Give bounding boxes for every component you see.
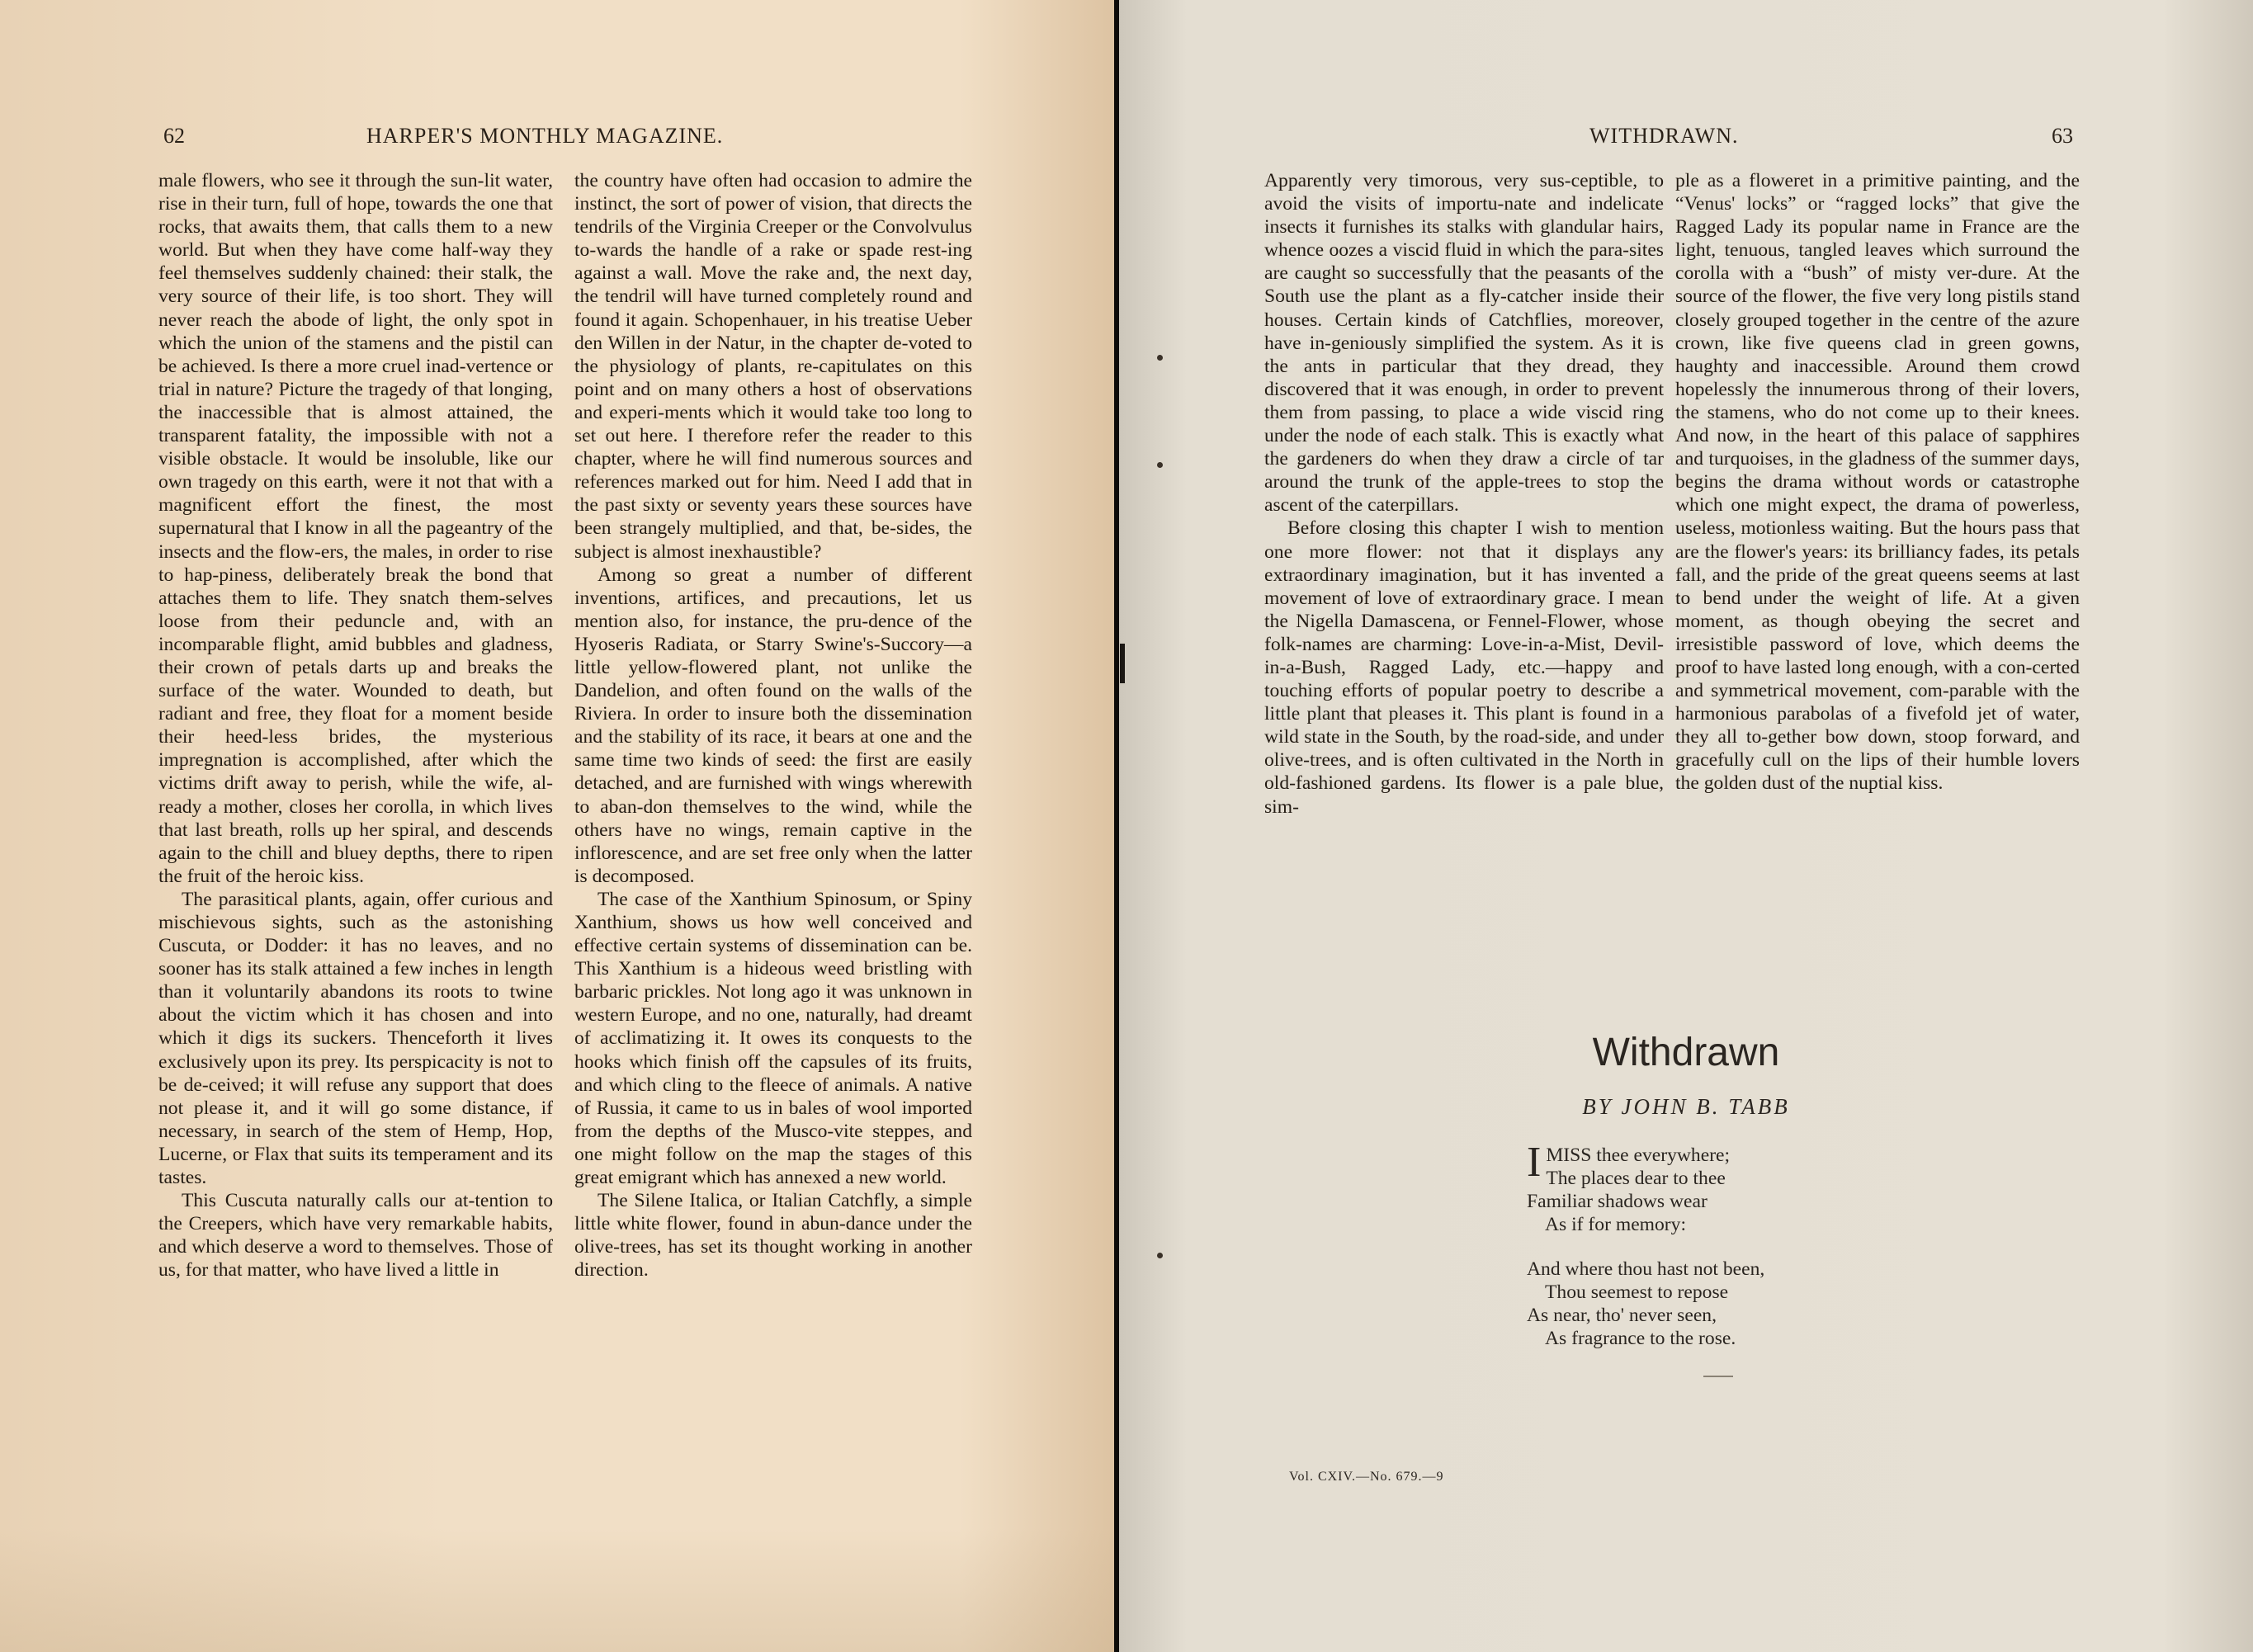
- right-page: [1119, 0, 2253, 1652]
- paragraph: Before closing this chapter I wish to mention one more flower: not that it displays any extraordinary imagination, but it has invented a movement of love of extraordinary grace. I mean the Nigella Damascena, or Fennel-Flower, whose folk-names are charming: Love-in-a-Mist, Devil-in-a-Bush, Ragged Lady, etc.—happy and touching efforts of popular poetry to describe a little plant that pleases it. This plant is found in a wild state in the South, by the road-side, and under olive-trees, and is often cultivated in the North in old-fashioned gardens. Its flower is a pale blue, sim-: [1264, 517, 1664, 818]
- paragraph: male flowers, who see it through the sun-lit water, rise in their turn, full of hope, towards the one that rocks, that awaits them, that calls them to a new world. But when they have come half-way they feel themselves suddenly chained: their stalk, the very source of their life, is too short. They will never reach the abode of light, the only spot in which the union of the stamens and the pistil can be achieved. Is there a more cruel inad-vertence or trial in nature? Picture the tragedy of that longing, the inaccessible that is almost attained, the transparent fatality, the impossible with not a visible obstacle. It would be insoluble, like our own tragedy on this earth, were it not that with a magnificent effort the finest, the most supernatural that I know in all the pageantry of the insects and the flow-ers, the males, in order to rise to hap-piness, deliberately break the bond that attaches them to life. They snatch them-selves loose from their peduncle and, with an incomparable flight, amid bubbles and gladness, their crown of petals darts up and breaks the surface of the water. Wounded to death, but radiant and free, they float for a moment beside their heed-less brides, the mysterious impregnation is accomplished, after which the victims drift away to perish, while the wife, al-ready a mother, closes her corolla, in which lives that last breath, rolls up her spiral, and descends again to the chill and bluey depths, there to ripen the fruit of the heroic kiss.: [158, 170, 553, 887]
- text-column-1: [158, 169, 553, 1282]
- binding-hole: [1157, 1253, 1163, 1258]
- poem-line-5: And where thou hast not been,: [1527, 1258, 1765, 1280]
- paragraph: the country have often had occasion to admire the instinct, the sort of power of vision, that directs the tendrils of the Virginia Creeper or the Convolvulus to-wards the handle of a rake or spade rest-ing against a wall. Move the rake and, the next day, the tendril will have turned completely round and found it again. Schopenhauer, in his treatise Ueber den Willen in der Natur, in the chapter de-voted to the physiology of plants, re-capitulates on this point and on many others a host of observations and experi-ments which it would take too long to set out here. I therefore refer the reader to this chapter, where he will find numerous sources and references marked out for him. Need I add that in the past sixty or seventy years these sources have been strangely multiplied, and that, be-sides, the subject is almost inexhaustible?: [574, 170, 972, 563]
- poem-line-6: Thou seemest to repose: [1545, 1281, 1729, 1303]
- page-number: 62: [163, 124, 185, 148]
- paragraph: Apparently very timorous, very sus-ceptible, to avoid the visits of importu-nate and indelicate insects it furnishes its stalks with glandular hairs, whence oozes a viscid fluid in which the para-sites are caught so successfully that the peasants of the South use the plant as a fly-catcher inside their houses. Certain kinds of Catchflies, moreover, have in-geniously simplified the system. As it is the ants in particular that they dread, they discovered that it was enough, in order to prevent them from passing, to place a wide viscid ring under the node of each stalk. This is exactly what the gardeners do when they draw a circle of tar around the trunk of the apple-trees to stop the ascent of the caterpillars.: [1264, 170, 1664, 517]
- poem-line-7: As near, tho' never seen,: [1527, 1305, 1717, 1326]
- poem-stanza-1: [1527, 1139, 1731, 1236]
- paragraph: The Silene Italica, or Italian Catchfly, a simple little white flower, found in abun-dance under the olive-trees, has set its thought working in another direction.: [574, 1190, 972, 1281]
- running-head: HARPER'S MONTHLY MAGAZINE.: [366, 124, 724, 148]
- binding-hole: [1157, 355, 1163, 361]
- issue-footer: Vol. CXIV.—No. 679.—9: [1289, 1470, 1444, 1484]
- paragraph: Among so great a number of different inventions, artifices, and precautions, let us mention also, for instance, the pru-dence of the Hyoseris Radiata, or Starry Swine's-Succory—a little yellow-flowered plant, not unlike the Dandelion, and often found on the walls of the Riviera. In order to insure both the dissemination and the stability of its race, it bears at one and the same time two kinds of seed: the first are easily detached, and are furnished with wings wherewith to aban-don themselves to the wind, while the others have no wings, remain captive in the inflorescence, and are set free only when the latter is decomposed.: [574, 564, 972, 887]
- paragraph: This Cuscuta naturally calls our at-tention to the Creepers, which have very remarkable habits, and which deserve a word to themselves. Those of us, for that matter, who have lived a little in: [158, 1190, 553, 1281]
- text-column-2: [574, 169, 972, 1282]
- poem-byline: BY JOHN B. TABB: [1582, 1094, 1790, 1119]
- poem-line-1: IMISS thee everywhere;: [1527, 1139, 1731, 1186]
- left-page: [0, 0, 1116, 1652]
- text-column-2: [1675, 169, 2080, 795]
- drop-cap: I: [1527, 1139, 1542, 1186]
- binding-hole: [1157, 462, 1163, 468]
- running-head: WITHDRAWN.: [1589, 124, 1739, 148]
- poem-line-8: As fragrance to the rose.: [1545, 1328, 1736, 1349]
- poem-title: Withdrawn: [1592, 1031, 1780, 1074]
- binding-mark: [1120, 644, 1125, 683]
- poem-line-2: The places dear to thee: [1546, 1168, 1726, 1189]
- paragraph: The parasitical plants, again, offer curious and mischievous sights, such as the astonishing Cuscuta, or Dodder: it has no leaves, and no sooner has its stalk attained a few inches in length than it voluntarily abandons its roots to twine about the victim which it has chosen and into which it digs its suckers. Thenceforth it lives exclusively upon its prey. Its perspicacity is not to be de-ceived; it will refuse any support that does not please it, and it will go some distance, if necessary, in search of the stem of Hemp, Hop, Lucerne, or Flax that suits its temperament and its tastes.: [158, 888, 553, 1189]
- text-column-1: [1264, 169, 1664, 819]
- divider: [1703, 1376, 1733, 1377]
- poem-line-3: Familiar shadows wear: [1527, 1191, 1707, 1212]
- page-number: 63: [2052, 124, 2073, 148]
- paragraph: ple as a floweret in a primitive painting, and the “Venus' locks” or “ragged locks” that give the Ragged Lady its popular name in France are the light, tenuous, tangled leaves which surround the corolla with a “bush” of misty ver-dure. At the source of the flower, the five very long pistils stand closely grouped together in the centre of the azure crown, like five queens clad in green gowns, haughty and inaccessible. Around them crowd hopelessly the innumerous throng of their lovers, the stamens, who do not come up to their knees. And now, in the heart of this palace of sapphires and turquoises, in the gladness of the summer days, begins the drama without words or catastrophe which one might expect, the drama of powerless, useless, motionless waiting. But the hours pass that are the flower's years: its brilliancy fades, its petals fall, and the pride of the great queens seems at last to bend under the weight of life. At a given moment, as though obeying the secret and irresistible password of love, which deems the proof to have lasted long enough, with a con-certed and symmetrical movement, com-parable with the harmonious parabolas of a fivefold jet of water, they all to-gether bow down, stoop forward, and gracefully cull on the lips of their humble lovers the golden dust of the nuptial kiss.: [1675, 170, 2080, 795]
- paragraph: The case of the Xanthium Spinosum, or Spiny Xanthium, shows us how well conceived and effective certain systems of dissemination can be. This Xanthium is a hideous weed bristling with barbaric prickles. Not long ago it was unknown in western Europe, and no one, naturally, had dreamt of acclimatizing it. It owes its conquests to the hooks which finish off the capsules of its fruits, and which cling to the fleece of animals. A native of Russia, it came to us in bales of wool imported from the depths of the Musco-vite steppes, and one might follow on the map the stages of this great emigrant which has annexed a new world.: [574, 888, 972, 1189]
- poem-stanza-2: [1527, 1258, 1764, 1350]
- poem-line-4: As if for memory:: [1545, 1214, 1687, 1235]
